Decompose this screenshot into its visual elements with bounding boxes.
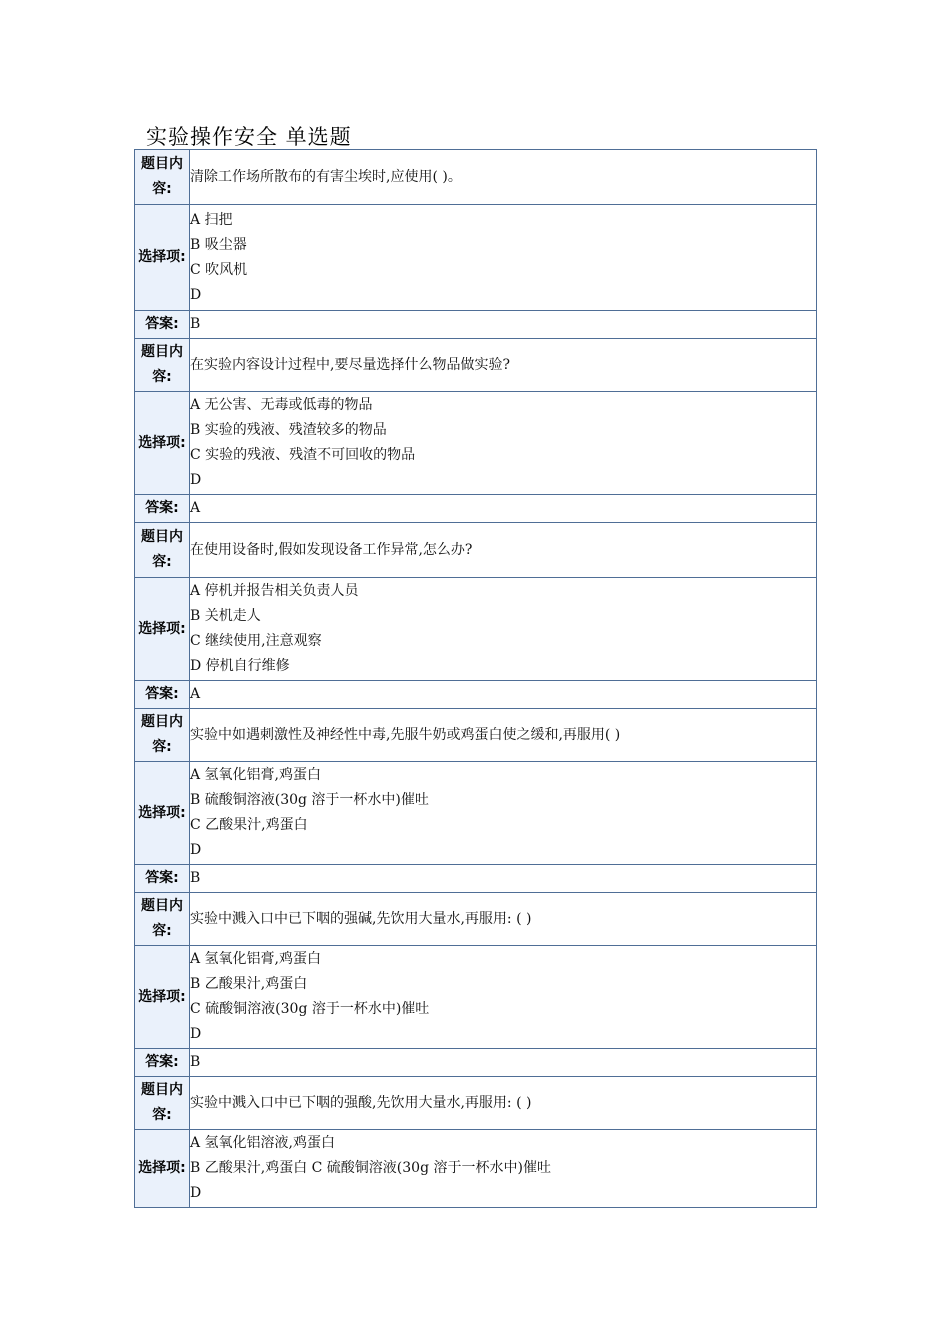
option-item: A 氢氧化铝溶液,鸡蛋白 xyxy=(190,1135,336,1151)
question-row xyxy=(135,893,817,946)
question-text: 在使用设备时,假如发现设备工作异常,怎么办? xyxy=(190,523,817,578)
options-row xyxy=(135,1130,817,1208)
answer-value: A xyxy=(190,495,817,523)
answer-row xyxy=(135,1049,817,1077)
option-item: D xyxy=(190,286,202,303)
question-label: 题目内容: xyxy=(135,523,190,578)
options-label: 选择项: xyxy=(135,578,190,681)
option-item: A 扫把 xyxy=(190,211,233,228)
question-row xyxy=(135,150,817,205)
answer-value: B xyxy=(190,311,817,339)
question-label: 题目内容: xyxy=(135,709,190,762)
option-item: B 实验的残液、残渣较多的物品 xyxy=(190,422,387,438)
answer-label: 答案: xyxy=(135,681,190,709)
option-item: C 实验的残液、残渣不可回收的物品 xyxy=(190,447,416,463)
option-item: B 硫酸铜溶液(30g 溶于一杯水中)催吐 xyxy=(190,792,429,808)
options-list xyxy=(190,578,817,681)
options-label: 选择项: xyxy=(135,946,190,1049)
question-label: 题目内容: xyxy=(135,150,190,205)
question-text: 实验中溅入口中已下咽的强酸,先饮用大量水,再服用: ( ) xyxy=(190,1077,817,1130)
option-item: A 无公害、无毒或低毒的物品 xyxy=(190,397,373,413)
options-row xyxy=(135,946,817,1049)
option-item: D 停机自行维修 xyxy=(190,658,290,674)
answer-row xyxy=(135,865,817,893)
question-text: 实验中如遇刺激性及神经性中毒,先服牛奶或鸡蛋白使之缓和,再服用( ) xyxy=(190,709,817,762)
answer-row xyxy=(135,311,817,339)
answer-row xyxy=(135,681,817,709)
option-item: A 氢氧化铝膏,鸡蛋白 xyxy=(190,767,322,783)
options-label: 选择项: xyxy=(135,392,190,495)
question-text: 实验中溅入口中已下咽的强碱,先饮用大量水,再服用: ( ) xyxy=(190,893,817,946)
answer-row xyxy=(135,495,817,523)
question-label: 题目内容: xyxy=(135,893,190,946)
answer-label: 答案: xyxy=(135,495,190,523)
option-item: D xyxy=(190,842,202,858)
options-row xyxy=(135,205,817,311)
question-row xyxy=(135,339,817,392)
option-item: B 乙酸果汁,鸡蛋白 C 硫酸铜溶液(30g 溶于一杯水中)催吐 xyxy=(190,1160,551,1176)
option-item: C 硫酸铜溶液(30g 溶于一杯水中)催吐 xyxy=(190,1001,430,1017)
option-item: D xyxy=(190,1185,202,1201)
options-label: 选择项: xyxy=(135,205,190,311)
option-item: C 继续使用,注意观察 xyxy=(190,633,322,649)
options-row xyxy=(135,578,817,681)
options-list xyxy=(190,392,817,495)
page-title: 实验操作安全 单选题 xyxy=(146,125,352,149)
question-text: 清除工作场所散布的有害尘埃时,应使用( )。 xyxy=(190,150,817,205)
options-list xyxy=(190,205,817,311)
answer-label: 答案: xyxy=(135,865,190,893)
options-list xyxy=(190,946,817,1049)
option-item: B 乙酸果汁,鸡蛋白 xyxy=(190,976,308,992)
option-item: C 乙酸果汁,鸡蛋白 xyxy=(190,817,308,833)
options-label: 选择项: xyxy=(135,1130,190,1208)
options-label: 选择项: xyxy=(135,762,190,865)
option-item: C 吹风机 xyxy=(190,261,248,278)
answer-label: 答案: xyxy=(135,1049,190,1077)
answer-label: 答案: xyxy=(135,311,190,339)
answer-value: B xyxy=(190,1049,817,1077)
option-item: B 吸尘器 xyxy=(190,236,247,253)
question-table xyxy=(134,149,817,1208)
answer-value: A xyxy=(190,681,817,709)
options-row xyxy=(135,762,817,865)
option-item: A 停机并报告相关负责人员 xyxy=(190,583,359,599)
question-row xyxy=(135,523,817,578)
question-label: 题目内容: xyxy=(135,339,190,392)
options-row xyxy=(135,392,817,495)
option-item: D xyxy=(190,472,202,488)
option-item: D xyxy=(190,1026,202,1042)
answer-value: B xyxy=(190,865,817,893)
question-row xyxy=(135,709,817,762)
question-label: 题目内容: xyxy=(135,1077,190,1130)
option-item: A 氢氧化铝膏,鸡蛋白 xyxy=(190,951,322,967)
options-list xyxy=(190,762,817,865)
question-text: 在实验内容设计过程中,要尽量选择什么物品做实验? xyxy=(190,339,817,392)
option-item: B 关机走人 xyxy=(190,608,261,624)
options-list xyxy=(190,1130,817,1208)
question-row xyxy=(135,1077,817,1130)
